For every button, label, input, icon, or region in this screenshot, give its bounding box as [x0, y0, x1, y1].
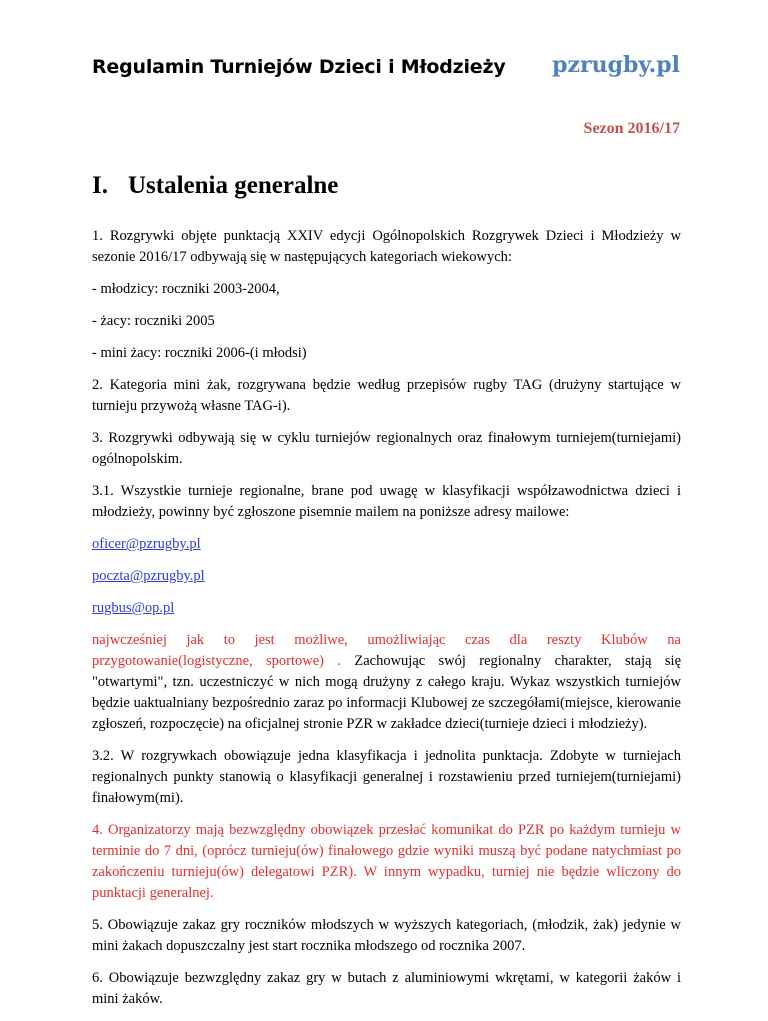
category-item: - żacy: roczniki 2005 [92, 313, 215, 329]
email-link-rugbus[interactable]: rugbus@op.pl [92, 600, 175, 616]
warning-text: najwcześniej jak to jest możliwe, umożliwiając czas dla reszty Klubów na przygotowanie(logistyczne, sportowe) . [92, 632, 681, 669]
section-heading [92, 172, 338, 200]
email-item [92, 534, 681, 555]
paragraph-3: 3. Rozgrywki odbywają się w cyklu turniejów regionalnych oraz finałowym turniejem(turniejami) ogólnopolskim. [92, 430, 681, 467]
category-item: - mini żacy: roczniki 2006-(i młodsi) [92, 345, 307, 361]
site-name: pzrugby.pl [552, 52, 680, 78]
document-title: Regulamin Turniejów Dzieci i Młodzieży [92, 56, 506, 78]
paragraph-3-2: 3.2. W rozgrywkach obowiązuje jedna klasyfikacja i jednolita punktacja. Zdobyte w turniejach regionalnych punkty stanowią o klasyfikacji generalnej i rozstawieniu przed turniejem(turniejami) finałowym(mi). [92, 748, 681, 806]
email-item [92, 566, 681, 587]
page-header [92, 48, 680, 88]
email-link-oficer[interactable]: oficer@pzrugby.pl [92, 536, 201, 552]
section-number: I. [92, 172, 108, 199]
email-item [92, 598, 681, 619]
season-label: Sezon 2016/17 [583, 120, 680, 137]
category-item: - młodzicy: roczniki 2003-2004, [92, 281, 280, 297]
section-title: Ustalenia generalne [128, 172, 339, 199]
paragraph-5: 5. Obowiązuje zakaz gry roczników młodszych w wyższych kategoriach, (młodzik, żak) jedynie w mini żakach dopuszczalny jest start rocznika młodszego od rocznika 2007. [92, 917, 681, 954]
paragraph-3-1: 3.1. Wszystkie turnieje regionalne, brane pod uwagę w klasyfikacji współzawodnictwa dzieci i młodzieży, powinny być zgłoszone pisemnie mailem na poniższe adresy mailowe: [92, 483, 681, 520]
email-link-poczta[interactable]: poczta@pzrugby.pl [92, 568, 205, 584]
paragraph-2: 2. Kategoria mini żak, rozgrywana będzie według przepisów rugby TAG (drużyny startujące w turnieju przywożą własne TAG-i). [92, 377, 681, 414]
document-body [92, 226, 681, 1021]
paragraph-3-1-continued [92, 630, 681, 735]
paragraph-4-warning: 4. Organizatorzy mają bezwzględny obowiązek przesłać komunikat do PZR po każdym turnieju w terminie do 7 dni, (oprócz turnieju(ów) finałowego gdzie wyniki muszą być podane natychmiast po zakończeniu turnieju(ów) delegatowi PZR). W innym wypadku, turniej nie będzie wliczony do punktacji generalnej. [92, 822, 681, 901]
paragraph-text: Zachowując swój regionalny charakter, stają się "otwartymi", tzn. uczestniczyć w nich mogą drużyny z całego kraju. Wykaz wszystkich turniejów będzie uaktualniany bezpośrednio zaraz po informacji Klubowej ze szczegółami(miejsce, kierowanie zgłoszeń, rozpoczęcie) na oficjalnej stronie PZR w zakładce dzieci(turnieje dzieci i młodzieży). [92, 653, 682, 732]
paragraph-6: 6. Obowiązuje bezwzględny zakaz gry w butach z aluminiowymi wkrętami, w kategorii żaków i mini żaków. [92, 970, 681, 1007]
paragraph-1: 1. Rozgrywki objęte punktacją XXIV edycji Ogólnopolskich Rozgrywek Dzieci i Młodzieży w sezonie 2016/17 odbywają się w następujących kategoriach wiekowych: [92, 228, 681, 265]
